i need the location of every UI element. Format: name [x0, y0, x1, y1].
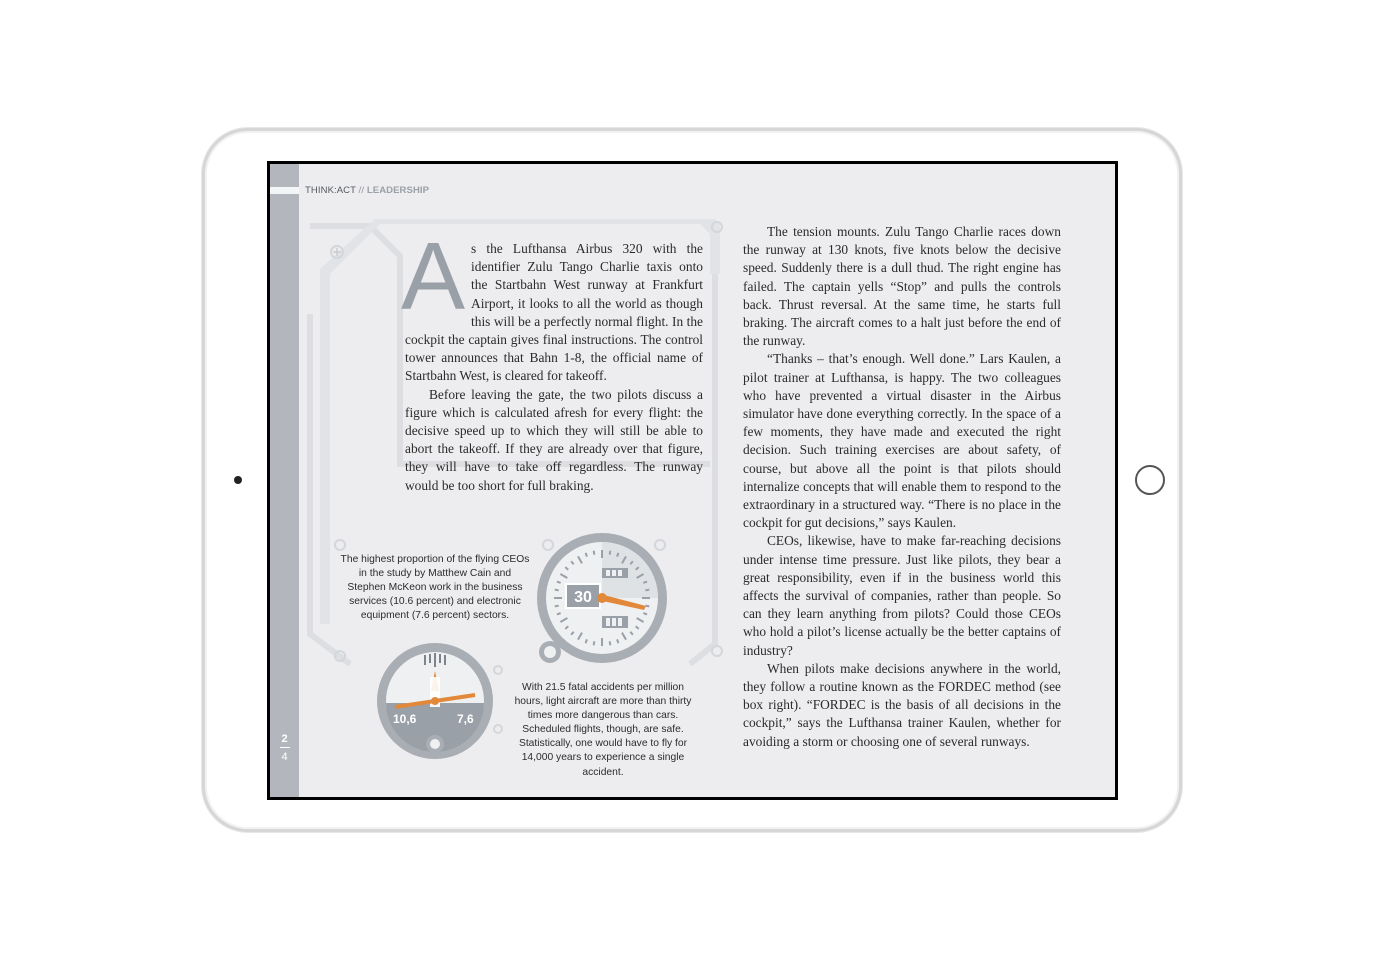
page-indicator	[270, 732, 299, 764]
gauge-tick	[586, 553, 587, 557]
left-paragraph-1: s the Lufthansa Airbus 320 with the identifier Zulu Tango Charlie taxis onto the Startbahn West runway at Frankfurt Airport, it looks to all the world as though this will be a perfectly normal flight. In the cockpit the captain gives final instructions. The control tower announces that Bahn 1-8, the official name of Startbahn West, is cleared for takeoff.	[405, 241, 703, 384]
current-page: 2	[281, 733, 288, 745]
home-button[interactable]	[1135, 465, 1165, 495]
right-paragraph-1: The tension mounts. Zulu Tango Charlie races down the runway at 130 knots, five knots below the decisive speed. Suddenly there is a dull thud. The right engine has failed. The captain yells “Stop” and pulls the controls back. Thrust reversal. At the same time, he starts full braking. The aircraft comes to a halt just before the end of the runway.	[743, 224, 1061, 349]
right-paragraph-3: CEOs, likewise, have to make far-reaching decisions under intense time pressure. Just like pilots, they bear a great responsibility, even if in the business world this affects the survival of companies, rather than people. So can they learn anything from pilots? Could those CEOs who hold a pilot’s license actually be the better captains of industry?	[743, 533, 1061, 658]
caption-ceo-sectors: The highest proportion of the flying CEOs in the study by Matthew Cain and Stephen McKeon work in the business services (10.6 percent) and electronic equipment (7.6 percent) sectors.	[340, 554, 530, 622]
gauge-tick	[643, 613, 647, 614]
article-column-right	[743, 223, 1061, 751]
sector-gauge-left-value: 10,6	[393, 712, 417, 726]
gauge-tick	[643, 582, 647, 583]
accident-gauge	[532, 528, 672, 668]
page-spine	[270, 164, 299, 797]
right-paragraph-4: When pilots make decisions anywhere in the world, they follow a routine known as the FORDEC method (see box right). “FORDEC is the basis of all decisions in the cockpit,” says the Lufthansa trainer Kaulen, whether for avoiding a storm or choosing one of several runways.	[743, 660, 1061, 749]
gauge-tick	[617, 639, 618, 643]
sector-gauge	[375, 641, 495, 761]
brand-label: THINK:ACT	[305, 185, 356, 196]
total-pages: 4	[281, 751, 288, 763]
spine-notch	[270, 187, 299, 194]
caption-accidents: With 21.5 fatal accidents per million hours, light aircraft are more than thirty times more dangerous than cars. Scheduled flights, though, are safe. Statistically, one would have to fly for 14,000 years to experience a single accident.	[514, 682, 692, 778]
magazine-page[interactable]	[270, 164, 1115, 797]
gauge-tick	[610, 551, 611, 555]
camera-icon	[234, 476, 242, 484]
right-paragraph-2: “Thanks – that’s enough. Well done.” Lars Kaulen, a pilot trainer at Lufthansa, is happy. The two colleagues who have prevented a virtual disaster in the Airbus simulator have done everything correctly. In the space of a few moments, they have made and executed the right decision. Such training exercises are about safety, of course, but above all the point is that pilots should internalize concepts that will enable them to respond to the extraordinary in a structured way. “There is no place in the cockpit for gut decisions,” says Kaulen.	[743, 351, 1061, 531]
drop-cap: A	[401, 223, 466, 330]
section-label: LEADERSHIP	[366, 185, 430, 196]
gauge-tick	[555, 606, 559, 607]
gauge-tick	[610, 641, 611, 645]
running-header	[305, 185, 429, 196]
page-divider	[280, 747, 290, 748]
gauge-tick	[557, 582, 561, 583]
sector-gauge-right-value: 7,6	[457, 712, 474, 726]
gauge-tick	[557, 613, 561, 614]
header-separator: //	[358, 185, 365, 196]
gauge-tick	[555, 590, 559, 591]
gauge-tick	[617, 553, 618, 557]
left-paragraph-2: Before leaving the gate, the two pilots discuss a figure which is calculated afresh for every flight: the decisive speed up to which they will still be able to abort the takeoff. If they are already over that figure, they will have to take off regardless. The runway would be too short for full braking.	[405, 386, 703, 493]
gauge-tick	[645, 590, 649, 591]
tablet-screen	[267, 161, 1118, 800]
accident-gauge-value: 30	[574, 589, 592, 606]
gauge-tick	[586, 639, 587, 643]
gauge-tick	[594, 551, 595, 555]
article-column-left	[401, 223, 703, 495]
gauge-tick	[594, 641, 595, 645]
